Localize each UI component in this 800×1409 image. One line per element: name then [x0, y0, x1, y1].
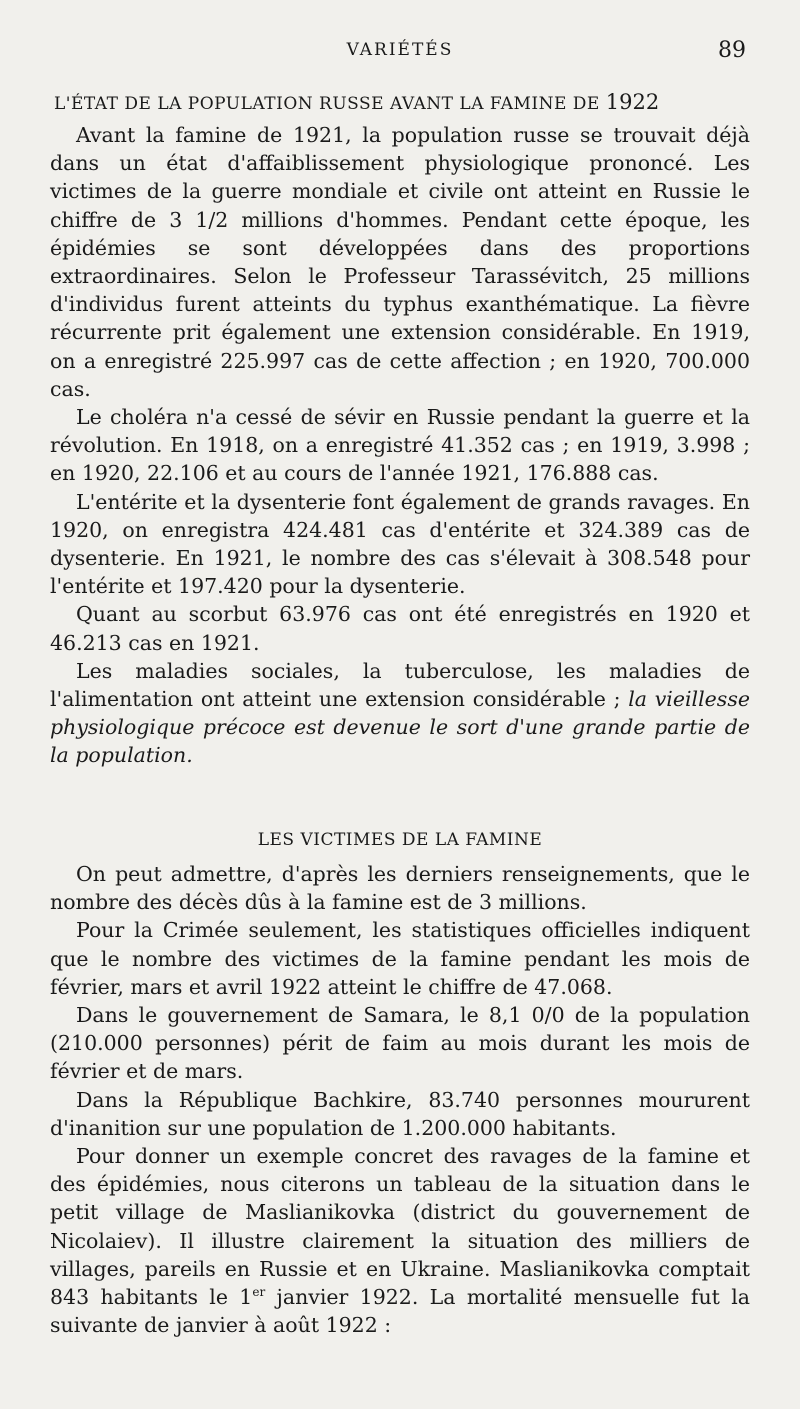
paragraph-text-end: janvier 1922. La mortalité mensuelle fut la suivante de janvier à août 1922 : [50, 1285, 750, 1338]
paragraph: Dans la République Bachkire, 83.740 personnes moururent d'inanition sur une population de 1.200.000 habitants. [50, 1087, 750, 1140]
paragraph-text-start: Pour donner un exemple concret des ravages de la famine et des épidémies, nous citerons un tableau de la situation dans le petit village de Maslianikovka (district du gouvernement de Nicolaiev). Il illustre clairement la situation des milliers de villages, pareils en Russie et en Ukraine. Maslianikovka comptait 843 habitants le 1 [50, 1144, 750, 1310]
paragraph: L'entérite et la dysenterie font également de grands ravages. En 1920, on enregistra 424.481 cas d'entérite et 324.389 cas de dysenterie. En 1921, le nombre des cas s'élevait à 308.548 pour l'entérite et 197.420 pour la dysenterie. [50, 489, 750, 599]
running-title: VARIÉTÉS [346, 40, 454, 60]
paragraph: Avant la famine de 1921, la population russe se trouvait déjà dans un état d'affaiblissement physiologique prononcé. Les victimes de la guerre mondiale et civile ont atteint en Russie le chiffre de 3 1/2 millions d'hommes. Pendant cette époque, les épidémies se sont développées dans des proportions extraordinaires. Selon le Professeur Tarassévitch, 25 millions d'individus furent atteints du typhus exanthématique. La fièvre récurrente prit également une extension considérable. En 1919, on a enregistré 225.997 cas de cette affection ; en 1920, 700.000 cas. [50, 123, 750, 401]
paragraph: Pour la Crimée seulement, les statistiques officielles indiquent que le nombre des victimes de la famine pendant les mois de février, mars et avril 1922 atteint le chiffre de 47.068. [50, 918, 750, 999]
section-title-victims: LES VICTIMES DE LA FAMINE [257, 830, 543, 850]
paragraph [50, 1142, 750, 1339]
section-body-victims [50, 860, 750, 1339]
section-title-text: L'ÉTAT DE LA POPULATION RUSSE AVANT LA FAMINE DE [54, 94, 600, 114]
running-header [0, 40, 800, 70]
paragraph-italic-text: la vieillesse physiologique précoce est devenue le sort d'une grande partie de la population. [50, 687, 750, 768]
paragraph: Dans le gouvernement de Samara, le 8,1 0/0 de la population (210.000 personnes) périt de faim au mois durant les mois de février et de mars. [50, 1003, 750, 1084]
paragraph [50, 657, 750, 770]
section-body-population [50, 121, 750, 770]
paragraph-plain-text: Les maladies sociales, la tuberculose, les maladies de l'alimentation ont atteint une extension considérable ; [50, 658, 750, 712]
paragraph: Quant au scorbut 63.976 cas ont été enregistrés en 1920 et 46.213 cas en 1921. [50, 602, 750, 655]
paragraph: Le choléra n'a cessé de sévir en Russie pendant la guerre et la révolution. En 1918, on a enregistré 41.352 cas ; en 1919, 3.998 ; en 1920, 22.106 et au cours de l'année 1921, 176.888 cas. [50, 405, 750, 486]
section-title-population [54, 90, 746, 114]
page-number: 89 [718, 38, 746, 63]
section-title-year: 1922 [605, 90, 660, 114]
ordinal-superscript: er [252, 1285, 266, 1300]
paragraph: On peut admettre, d'après les derniers renseignements, que le nombre des décès dûs à la famine est de 3 millions. [50, 862, 750, 915]
